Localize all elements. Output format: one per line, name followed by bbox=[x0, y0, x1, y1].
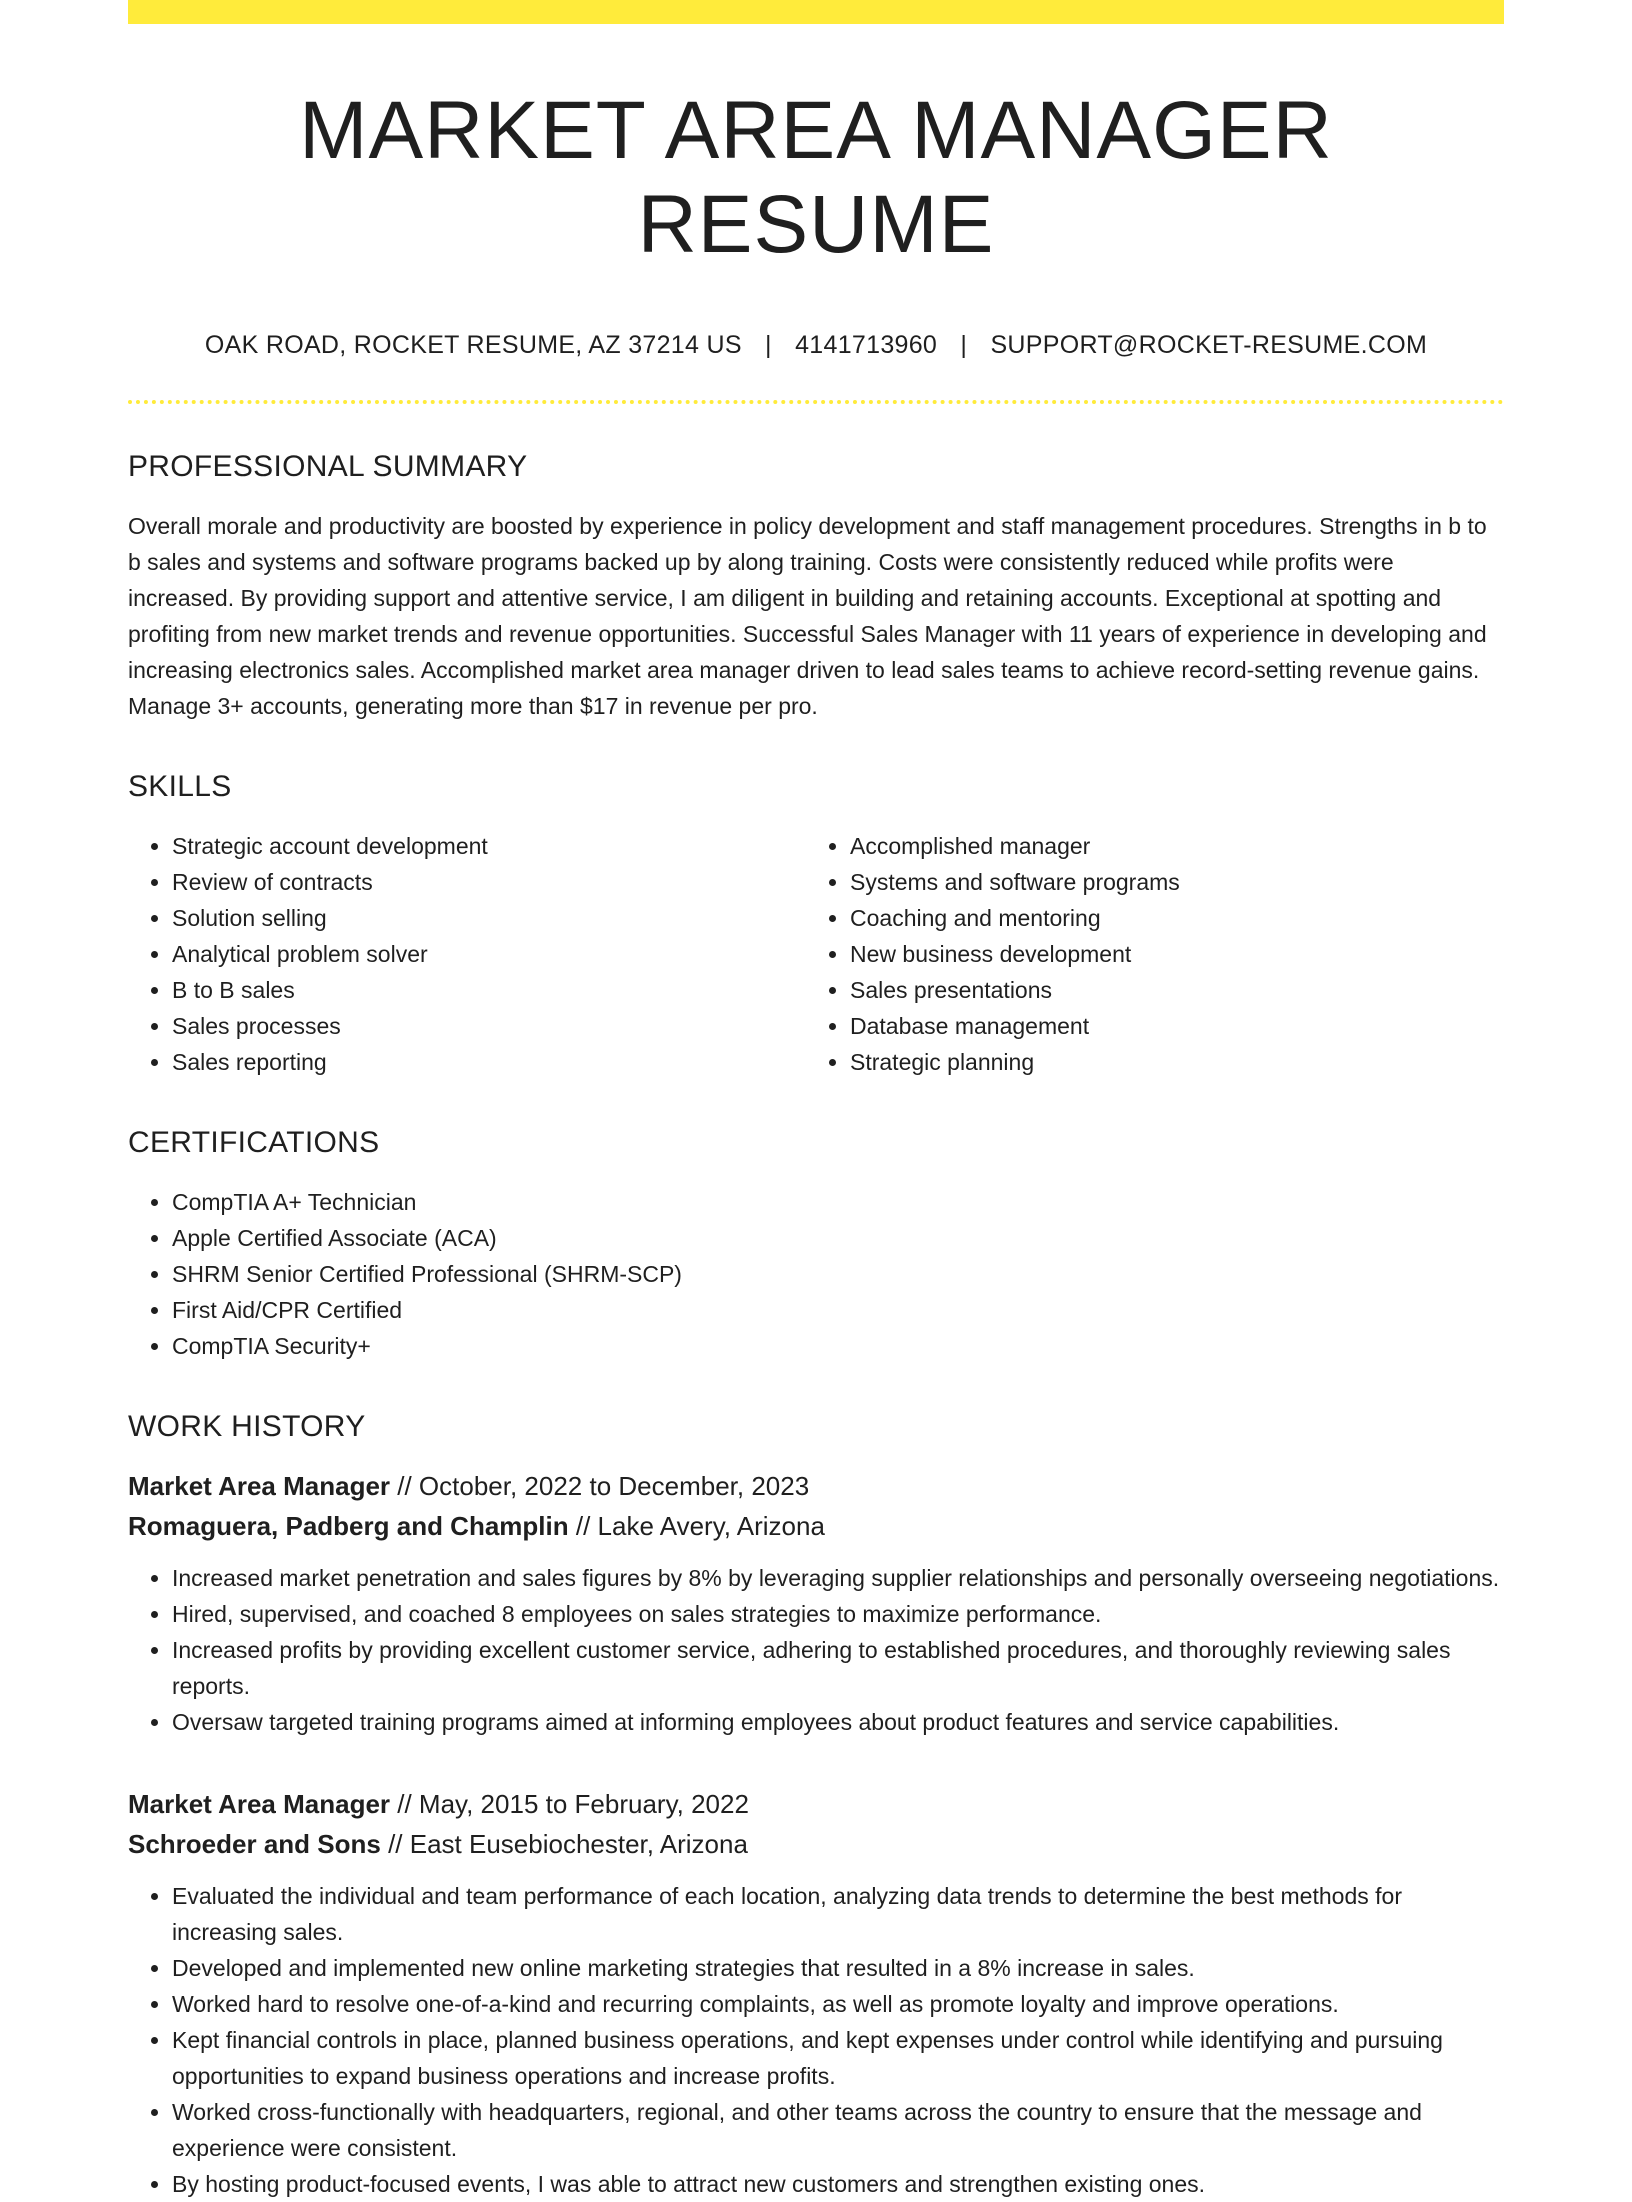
skill-item: • B to B sales bbox=[172, 972, 806, 1008]
job-title-line bbox=[128, 1466, 1504, 1506]
job-dates: // May, 2015 to February, 2022 bbox=[390, 1788, 749, 1819]
skill-item: • Sales presentations bbox=[850, 972, 1484, 1008]
skills-heading: SKILLS bbox=[128, 769, 232, 803]
job-bullet: • By hosting product-focused events, I was able to attract new customers and strengthen existing ones. bbox=[172, 2166, 1504, 2202]
summary-heading: PROFESSIONAL SUMMARY bbox=[128, 449, 528, 483]
certifications-section bbox=[128, 1126, 1504, 1364]
accent-top-bar bbox=[128, 0, 1504, 24]
contact-phone: 4141713960 bbox=[795, 330, 938, 359]
job-bullet: • Increased profits by providing excellent customer service, adhering to established procedures, and thoroughly reviewing sales reports. bbox=[172, 1632, 1504, 1704]
skill-item: • Review of contracts bbox=[172, 864, 806, 900]
skill-item: • Coaching and mentoring bbox=[850, 900, 1484, 936]
dotted-divider bbox=[128, 400, 1504, 404]
skill-item: • Strategic account development bbox=[172, 828, 806, 864]
job-bullet: • Developed and implemented new online marketing strategies that resulted in a 8% increase in sales. bbox=[172, 1950, 1504, 1986]
job-company: Schroeder and Sons bbox=[128, 1828, 381, 1859]
contact-email: SUPPORT@ROCKET-RESUME.COM bbox=[990, 330, 1428, 359]
job-bullet: • Evaluated the individual and team performance of each location, analyzing data trends to determine the best methods for increasing sales. bbox=[172, 1878, 1504, 1950]
summary-text: Overall morale and productivity are boosted by experience in policy development and staff management procedures. Strengths in b to b sales and systems and software programs backed up by along training. Costs were consistently reduced while profits were increased. By providing support and attentive service, I am diligent in building and retaining accounts. Exceptional at spotting and profiting from new market trends and revenue opportunities. Successful Sales Manager with 11 years of experience in developing and increasing electronics sales. Accomplished market area manager driven to lead sales teams to achieve record-setting revenue gains. Manage 3+ accounts, generating more than $17 in revenue per pro. bbox=[128, 512, 1487, 719]
job-bullets bbox=[128, 1878, 1504, 2202]
job-company-line bbox=[128, 1824, 1504, 1864]
job-company: Romaguera, Padberg and Champlin bbox=[128, 1510, 569, 1541]
certification-item: • CompTIA Security+ bbox=[172, 1328, 1504, 1364]
contact-address: OAK ROAD, ROCKET RESUME, AZ 37214 US bbox=[204, 330, 742, 359]
job-entry bbox=[128, 1784, 1504, 2202]
certification-item: • First Aid/CPR Certified bbox=[172, 1292, 1504, 1328]
skill-item: • Solution selling bbox=[172, 900, 806, 936]
contact-separator: | bbox=[960, 330, 968, 359]
job-location: // Lake Avery, Arizona bbox=[568, 1510, 825, 1541]
skills-section bbox=[128, 770, 1504, 1080]
job-location: // East Eusebiochester, Arizona bbox=[380, 1828, 748, 1859]
certifications-list bbox=[128, 1184, 1504, 1364]
job-bullet: • Hired, supervised, and coached 8 employees on sales strategies to maximize performance. bbox=[172, 1596, 1504, 1632]
job-entry bbox=[128, 1466, 1504, 1740]
skill-item: • Accomplished manager bbox=[850, 828, 1484, 864]
job-company-line bbox=[128, 1506, 1504, 1546]
job-dates: // October, 2022 to December, 2023 bbox=[390, 1470, 810, 1501]
work-history-section bbox=[128, 1410, 1504, 2202]
certifications-heading: CERTIFICATIONS bbox=[128, 1125, 380, 1159]
job-bullet: • Worked hard to resolve one-of-a-kind and recurring complaints, as well as promote loyalty and improve operations. bbox=[172, 1986, 1504, 2022]
certification-item: • Apple Certified Associate (ACA) bbox=[172, 1220, 1504, 1256]
summary-section bbox=[128, 450, 1504, 724]
work-history-heading: WORK HISTORY bbox=[128, 1409, 366, 1443]
job-title: Market Area Manager bbox=[128, 1470, 391, 1501]
contact-separator: | bbox=[765, 330, 772, 359]
job-title-line bbox=[128, 1784, 1504, 1824]
certification-item: • CompTIA A+ Technician bbox=[172, 1184, 1504, 1220]
job-title: Market Area Manager bbox=[128, 1788, 391, 1819]
skill-item: • Analytical problem solver bbox=[172, 936, 806, 972]
contact-line bbox=[128, 331, 1504, 360]
job-bullets bbox=[128, 1560, 1504, 1740]
skills-list-left bbox=[128, 828, 806, 1080]
skills-list-right bbox=[806, 828, 1484, 1080]
resume-content bbox=[128, 24, 1504, 2202]
page-title: MARKET AREA MANAGER RESUME bbox=[299, 85, 1333, 271]
certification-item: • SHRM Senior Certified Professional (SHRM-SCP) bbox=[172, 1256, 1504, 1292]
skill-item: • Database management bbox=[850, 1008, 1484, 1044]
skill-item: • Systems and software programs bbox=[850, 864, 1484, 900]
job-bullet: • Kept financial controls in place, planned business operations, and kept expenses under control while identifying and pursuing opportunities to expand business operations and increase profits. bbox=[172, 2022, 1504, 2094]
job-bullet: • Increased market penetration and sales figures by 8% by leveraging supplier relationships and personally overseeing negotiations. bbox=[172, 1560, 1504, 1596]
skill-item: • Strategic planning bbox=[850, 1044, 1484, 1080]
job-bullet: • Worked cross-functionally with headquarters, regional, and other teams across the country to ensure that the message and experience were consistent. bbox=[172, 2094, 1504, 2166]
skill-item: • Sales processes bbox=[172, 1008, 806, 1044]
job-bullet: • Oversaw targeted training programs aimed at informing employees about product features and service capabilities. bbox=[172, 1704, 1504, 1740]
skills-grid bbox=[128, 828, 1504, 1080]
skill-item: • Sales reporting bbox=[172, 1044, 806, 1080]
skill-item: • New business development bbox=[850, 936, 1484, 972]
